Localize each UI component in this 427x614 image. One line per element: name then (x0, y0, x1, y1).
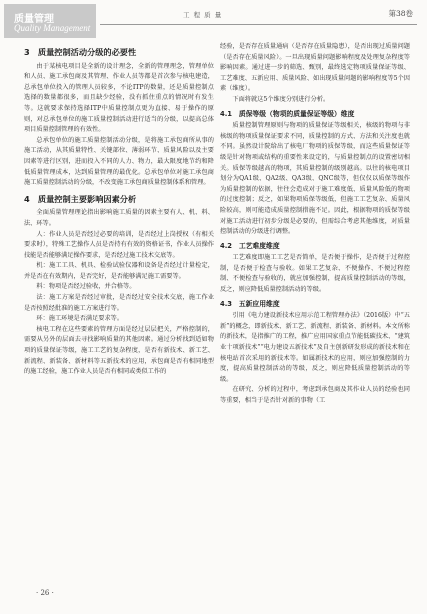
section-name-cn: 质量管理 (14, 14, 54, 25)
section-name-en: Quality Management (14, 23, 91, 33)
section-4-1-heading: 4.1 质保等级（物项的质量保证等级）维度 (220, 109, 355, 118)
paragraph: 在研究、分析的过程中，考虑到承包商及其作业人员的经验也同等重要，相当于是否针对新的事物（工 (220, 386, 410, 404)
paragraph: 核电工程在这些要素的管理方面是经过层层把关，严格控制的，需要从另外的层面去寻找影响质量的其他因素。通过分析找到适如物项的质量保证等级，施工工艺的复杂程度，是否有新技术、新工艺、新流程、新装备、新材料等五新技术的应用，承包商是否有相同地型的施工经验，施工作业人员是否有相同或类似工作的 (24, 325, 214, 376)
section-4-heading: 4 质量控制主要影响因素分析 (24, 193, 137, 204)
header-rule (100, 24, 417, 25)
paragraph: 引用《电力建设新技术应用示范工程管理办法》（2016版）中“五新”的概念，即新技术、新工艺、新流程、新装备、新材料。本文所称的新技术，是指推广的工程，推广应用国家重点节能低碳技术、“建筑业十项新技术”“电力建设五新技术”及自主创新研发形成的新技术和在核电站首次采用的新技术等。如属新技术的应用，则应加强控制的力度，提高质量控制活动的等级，反之，则应降低质量控制活动的等级。 (220, 312, 410, 383)
paragraph: 料：物项是否经过验收，并合格等。 (36, 283, 136, 291)
paragraph: 机：施工工具、机具、检验试验仪器和设备是否经过计量检定，并是否在有效期内，是否完好，是否能够满足施工需要等。 (24, 262, 214, 280)
page-header (0, 0, 427, 36)
left-column (24, 42, 214, 378)
section-4-3-heading: 4.3 五新应用维度 (220, 299, 280, 308)
paragraph: 法：施工方案是否经过审批，是否经过安全技术交底，施工作业是否按照经批准的施工方案进行等。 (24, 294, 214, 312)
paragraph: 质量控制管理原则与物项的质量保证等级相关，核级的物项与非核级的物项质量保证要求不同，质量控制的方式、方法和关注度也就不同。虽然设计院给出了核电厂物项的质保等级，而这些质量保证等级是针对物项或结构的重要性来设定的，与质量控制点的设置密切相关。质保等级越高的物项，其质量控制的级别越高。以往的核电项目划分为QA1级、QA2级、QA3级、QNC级等，但仅仅以质保等级作为质量控制的依据，往往会造成对于施工难度低、质量风险低的物项的过度控制；反之，如果物项质保等级低，但施工工艺复杂、质量风险较高，则可能造成质量控制措施不足。因此，根据物项的质保等级对施工活动进行初步分级是必要的，但需综合考虑其他维度，对质量控制活动的分级进行调整。 (220, 122, 410, 236)
volume-label: 第38卷 (388, 9, 413, 18)
paragraph: 经验，是否存在质量通病（是否存在质量隐患），是否出现过质量问题（是否存在质量风险）。一旦出现质量问题影响程度及处理复杂程度等影响因素。通过进一步的筛选、甄别，最终选定物项质量保证等级、工艺难度、五新应用、质量风险、如出现质量问题的影响程度等5个因素（维度）。 (220, 43, 410, 93)
paragraph: 工艺难度即施工工艺是否简单，是否便于操作，是否便于过程控制，是否便于检查与验收。如果工艺复杂、不便操作、不便过程控制、不便检查与验收的，就应加强控制，提高质量控制活动的等级，反之，则应降低质量控制活动的等级。 (220, 254, 410, 294)
section-4-2-heading: 4.2 工艺难度维度 (220, 241, 280, 250)
journal-title: 工 程 质 量 (183, 11, 223, 19)
paragraph: 由于某核电项目是全新的设计理念，全新的管理理念，管理单位和人员、施工承包商及其管理、作业人员等都是首次参与核电建造，总承包单位投入的管理人员较多，不论ITP的数量，还是质量控制点选择的数量都很多，而且缺少经验，没有抓住重点的情况时有发生等。这就要求保持选择ITP中质量控制点更为直接、易于操作的原则，对总承包单位的施工质量控制活动进行适当的分级，以提高总体项目质量控制管理的有效性。 (24, 62, 214, 134)
paragraph: 全面质量管理理论指出影响施工质量的因素主要有人、机、料、法、环等。 (24, 209, 214, 227)
paragraph: 总承包单位的施工质量控制活动分级，是将施工承包商所从事的施工活动，从其质量特性、关键部位、薄弱环节、质量风险以及主要因素等进行区别，进而投入不同的人力、物力，最大限度地节约和降低质量管理成本，达到质量管理的最优化。总承包单位对施工承包商施工质量控制活动的分级，不改变施工承包商质量控制体系和管理。 (24, 136, 214, 187)
page-number: · 26 · (36, 589, 54, 597)
journal-section-logo (4, 4, 96, 38)
paragraph: 环：施工环境是否满足要求等。 (36, 315, 124, 323)
section-3-heading: 3 质量控制活动分级的必要性 (24, 47, 137, 57)
paragraph: 下面将就这5个维度分别进行分析。 (232, 95, 330, 103)
paragraph: 人：作业人员是否经过必要的培训，是否经过上岗授权（有相关要求时），特殊工艺操作人员是否持有有效的资格证书，作业人员操作技能是否能够满足操作要求，是否经过施工技术交底等。 (24, 230, 214, 259)
right-column (220, 42, 410, 407)
